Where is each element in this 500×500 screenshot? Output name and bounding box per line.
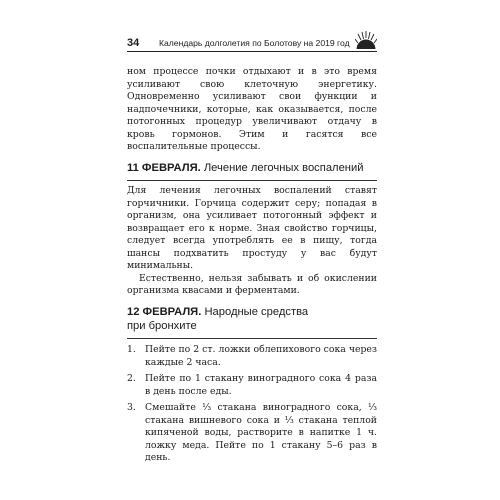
page-header [127, 30, 377, 52]
section-12-title-line2: при бронхите [127, 320, 197, 332]
sunrise-ornament-icon [355, 30, 377, 50]
list-item-number: 3. [127, 402, 136, 413]
list-item [127, 402, 377, 465]
section-11-date: 11 ФЕВРАЛЯ. [127, 162, 201, 174]
list-item [127, 344, 377, 369]
section-12-title-line1: Народные средства [204, 306, 309, 318]
section-11-rule [127, 180, 377, 181]
section-11-body [127, 185, 377, 298]
section-12-rule [127, 338, 377, 339]
section-11-title: Лечение легочных воспалений [203, 162, 364, 174]
section-11-heading [127, 161, 377, 175]
intro-block [127, 66, 377, 154]
list-item-number: 2. [127, 373, 136, 384]
section-12-date: 12 ФЕВРАЛЯ. [127, 306, 202, 318]
intro-paragraph: ном процессе почки отдыхают и в это время усиливают свою клеточную энергетику. Одновременно усиливают свои функции и надпочечники, которые, как оказывается, после потогонных процедур увеличивают отдачу в кровь гормонов. Этим и гасятся все воспалительные процессы. [127, 66, 377, 152]
list-item-text: Смешайте ⅓ стакана виноградного сока, ⅓ стакана вишневого сока и ⅓ стакана теплой кипяченой воды, растворите в напитке 1 ч. ложку меда. Пейте по 1 стакану 5–6 раз в день. [145, 402, 377, 463]
list-item-text: Пейте по 2 ст. ложки облепихового сока через каждые 2 часа. [145, 344, 377, 368]
running-title: Календарь долголетия по Болотову на 2019 год [159, 38, 350, 48]
section-11-paragraph-2: Естественно, нельзя забывать и об окислении организма квасами и ферментами. [127, 272, 377, 296]
bronchitis-remedies-list [127, 344, 377, 469]
list-item [127, 373, 377, 398]
section-11-paragraph-1: Для лечения легочных воспалений ставят горчичники. Горчица содержит серу; попадая в организм, она усиливает потогонный эффект и возвращает его к норме. Зная свойство горчицы, следует всегда употреблять ее в пищу, тогда шансы подхватить простуду у вас будут минимальны. [127, 185, 377, 271]
section-12-heading [127, 305, 377, 333]
header-rule [127, 51, 377, 52]
page-number: 34 [127, 37, 140, 49]
list-item-number: 1. [127, 344, 136, 355]
list-item-text: Пейте по 1 стакану виноградного сока 4 раза в день после еды. [145, 373, 377, 397]
book-page [127, 30, 377, 492]
